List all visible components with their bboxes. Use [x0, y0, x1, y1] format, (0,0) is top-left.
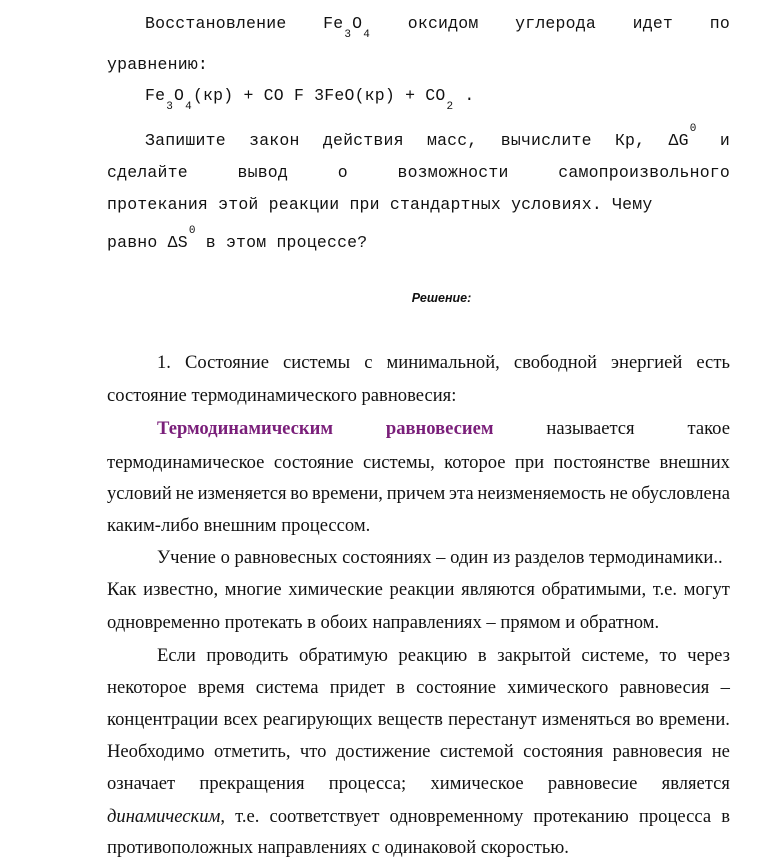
body-line: каким-либо внешним процессом.	[107, 515, 371, 536]
body-line: Как известно, многие химические реакции являются обратимыми, т.е. могут	[107, 579, 730, 600]
body-line: Учение о равновесных состояниях – один из разделов термодинамики..	[157, 547, 723, 568]
word: действия	[322, 131, 404, 150]
body-line: противоположных направлениях с одинаковой скоростью.	[107, 837, 569, 858]
body-line: означает прекращения процесса; химическое равновесие является	[107, 773, 730, 794]
delta-g0: $\Delta G^0$	[668, 123, 697, 150]
word: масс,	[426, 131, 478, 150]
body-line: некоторое время система придет в состояние химического равновесия –	[107, 677, 730, 698]
word: вывод	[237, 163, 289, 182]
word: о	[337, 163, 348, 182]
body-line: термодинамическое состояние системы, которое при постоянстве внешних	[107, 452, 730, 473]
term-highlight: Термодинамическим	[157, 418, 334, 439]
word: и	[719, 131, 730, 150]
term-highlight: равновесием	[385, 418, 494, 439]
word: сделайте	[107, 163, 188, 182]
problem-line-1	[145, 14, 730, 41]
word: вычислите	[500, 131, 592, 150]
body-line: одновременно протекать в обоих направлениях – прямом и обратном.	[107, 612, 660, 633]
problem-line-2: уравнению:	[107, 55, 209, 74]
word: углерода	[515, 14, 596, 33]
word: Кр,	[614, 131, 646, 150]
problem-line-6: протекания этой реакции при стандартных условиях. Чему	[107, 195, 653, 214]
body-line: Если проводить обратимую реакцию в закрытой системе, то через	[157, 645, 730, 666]
word: закон	[249, 131, 300, 150]
body-line: концентрации всех реагирующих веществ перестанут изменяться во времени.	[107, 709, 730, 730]
formula-fe3o4: $Fe_3O_4$	[323, 14, 371, 41]
solution-heading: Решение:	[411, 291, 472, 305]
word: Восстановление	[145, 14, 287, 33]
body-line: динамическим, т.е. соответствует одновременному протеканию процесса в	[107, 806, 730, 827]
problem-line-7: равно $\Delta S^0$ в этом процессе?	[107, 225, 368, 252]
word: Запишите	[145, 131, 226, 150]
body-line: Необходимо отметить, что достижение системой состояния равновесия не	[107, 741, 730, 762]
problem-line-5	[107, 163, 730, 182]
problem-line-4	[145, 123, 730, 150]
word: идет	[632, 14, 674, 33]
body-line: 1. Состояние системы с минимальной, свободной энергией есть	[157, 352, 730, 373]
body-line: состояние термодинамического равновесия:	[107, 385, 457, 406]
word: возможности	[397, 163, 509, 182]
body-line: Термодинамическим равновесием называется такое	[157, 418, 730, 439]
body-line: условий не изменяется во времени, причем эта неизменяемость не обусловлена	[107, 483, 730, 504]
reaction-equation: $Fe_3O_4(кр)$ + CO F $3FeO(кр) + CO_2$ .	[145, 86, 475, 113]
italic-term: динамическим	[107, 806, 221, 827]
word: по	[709, 14, 730, 33]
word: самопроизвольного	[558, 163, 730, 182]
word: оксидом	[407, 14, 479, 33]
